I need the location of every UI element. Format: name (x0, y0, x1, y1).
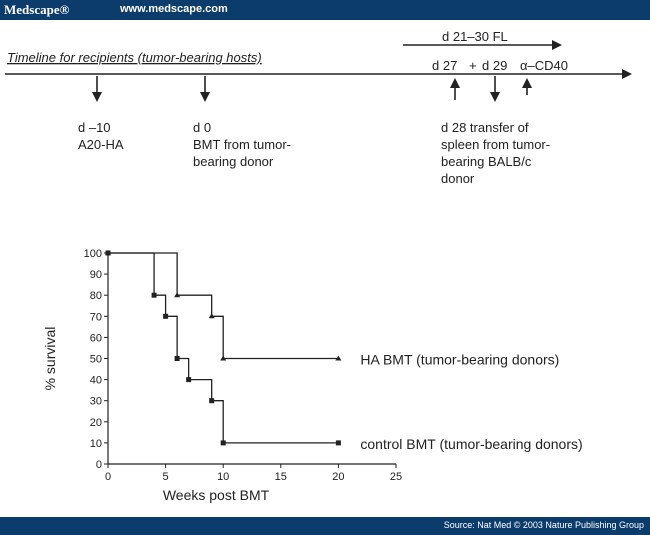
y-tick-label: 90 (89, 269, 102, 282)
control-bmt-point (221, 440, 226, 445)
timeline (5, 29, 630, 186)
timeline-title: Timeline for recipients (tumor-bearing hosts) (7, 50, 262, 65)
y-tick-label: 20 (89, 416, 102, 429)
control-bmt-point (163, 314, 168, 319)
control-bmt-series-label: control BMT (tumor-bearing donors) (360, 435, 583, 452)
control-bmt-point (175, 356, 180, 361)
control-bmt-point (209, 398, 214, 403)
fl-period-label: d 21–30 FL (442, 29, 508, 44)
plus-label: + (469, 58, 477, 73)
event-d28: d 28 transfer of spleen from tumor- bearing BALB/c donor (441, 120, 551, 186)
x-tick-label: 20 (332, 471, 345, 483)
survival-chart (42, 248, 583, 503)
y-tick-label: 0 (95, 459, 102, 471)
control-bmt-point (152, 293, 157, 298)
y-tick-label: 70 (89, 311, 102, 324)
ha-bmt-series-label: HA BMT (tumor-bearing donors) (360, 351, 560, 368)
d27-label: d 27 (432, 58, 458, 73)
control-bmt-point (186, 377, 191, 382)
y-tick-label: 60 (89, 332, 102, 345)
x-axis-label: Weeks post BMT (162, 487, 270, 503)
x-tick-label: 0 (104, 471, 112, 483)
footer-bar (0, 517, 650, 535)
x-tick-label: 5 (162, 471, 169, 483)
y-tick-label: 100 (83, 248, 102, 260)
y-tick-label: 10 (89, 437, 102, 450)
y-axis-label: % survival (42, 326, 58, 391)
source-credit: Source: Nat Med © 2003 Nature Publishing Group (443, 520, 644, 530)
header-bar (0, 0, 650, 20)
x-tick-label: 25 (389, 471, 403, 483)
site-url[interactable]: www.medscape.com (120, 3, 228, 15)
y-tick-label: 80 (89, 290, 102, 303)
x-tick-label: 15 (274, 471, 287, 483)
event-d-10: d –10 A20-HA (78, 120, 124, 152)
d29-label: d 29 (482, 58, 508, 73)
x-tick-label: 10 (217, 471, 230, 483)
y-tick-label: 40 (89, 374, 102, 387)
y-tick-label: 50 (89, 353, 102, 366)
control-bmt-point (106, 251, 111, 256)
figure (0, 20, 650, 517)
ha-bmt-survival-line (108, 253, 338, 359)
anti-cd40-label: α–CD40 (520, 58, 568, 73)
y-tick-label: 30 (89, 395, 102, 408)
medscape-logo[interactable]: Medscape® (4, 2, 70, 17)
event-d0: d 0 BMT from tumor- bearing donor (193, 120, 291, 169)
control-bmt-point (336, 440, 341, 445)
